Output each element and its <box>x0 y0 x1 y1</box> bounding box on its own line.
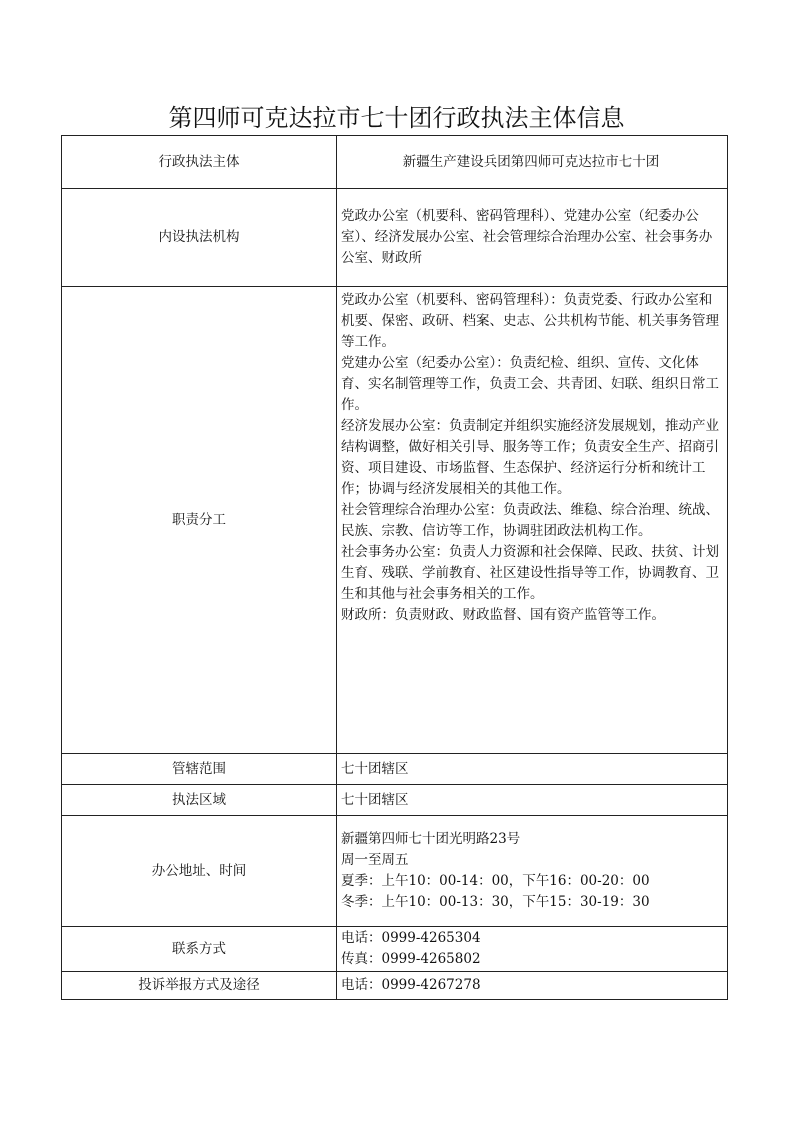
table-row <box>62 972 728 1000</box>
info-table <box>61 135 728 1000</box>
duty-paragraph: 社会事务办公室：负责人力资源和社会保障、民政、扶贫、计划生育、残联、学前教育、社区建设性指导等工作，协调教育、卫生和其他与社会事务相关的工作。 <box>341 544 719 602</box>
office-days: 周一至周五 <box>341 852 409 868</box>
row-label-duties: 职责分工 <box>62 287 337 754</box>
office-winter-hours: 冬季：上午10：00-13：30，下午15：30-19：30 <box>341 894 650 910</box>
row-value-subject: 新疆生产建设兵团第四师可克达拉市七十团 <box>337 136 728 189</box>
row-label-jurisdiction: 管辖范围 <box>62 754 337 785</box>
row-value-jurisdiction: 七十团辖区 <box>337 754 728 785</box>
page-title: 第四师可克达拉市七十团行政执法主体信息 <box>168 104 625 132</box>
row-label-enforcement-area: 执法区域 <box>62 785 337 816</box>
contact-fax: 传真：0999-4265802 <box>341 951 481 967</box>
row-value-internal-agencies: 党政办公室（机要科、密码管理科）、党建办公室（纪委办公室）、经济发展办公室、社会管理综合治理办公室、社会事务办公室、财政所 <box>337 189 728 287</box>
row-label-contact: 联系方式 <box>62 927 337 972</box>
table-row <box>62 189 728 287</box>
duty-paragraph: 党建办公室（纪委办公室）：负责纪检、组织、宣传、文化体育、实名制管理等工作，负责工会、共青团、妇联、组织日常工作。 <box>341 355 719 413</box>
table-row <box>62 287 728 754</box>
table-row <box>62 754 728 785</box>
row-value-office <box>337 816 728 927</box>
row-value-complaint: 电话：0999-4267278 <box>337 972 728 1000</box>
row-label-subject: 行政执法主体 <box>62 136 337 189</box>
table-row <box>62 816 728 927</box>
row-label-complaint: 投诉举报方式及途径 <box>62 972 337 1000</box>
table-row <box>62 927 728 972</box>
row-value-enforcement-area: 七十团辖区 <box>337 785 728 816</box>
row-value-contact <box>337 927 728 972</box>
duty-paragraph: 经济发展办公室：负责制定并组织实施经济发展规划，推动产业结构调整，做好相关引导、服务等工作；负责安全生产、招商引资、项目建设、市场监督、生态保护、经济运行分析和统计工作；协调与经济发展相关的其他工作。 <box>341 418 719 497</box>
office-summer-hours: 夏季：上午10：00-14：00，下午16：00-20：00 <box>341 873 650 889</box>
table-row <box>62 785 728 816</box>
contact-phone: 电话：0999-4265304 <box>341 930 481 946</box>
duty-paragraph: 社会管理综合治理办公室：负责政法、维稳、综合治理、统战、民族、宗教、信访等工作，协调驻团政法机构工作。 <box>341 502 719 539</box>
row-value-duties <box>337 287 728 754</box>
duty-paragraph: 财政所：负责财政、财政监督、国有资产监管等工作。 <box>341 607 665 623</box>
office-address: 新疆第四师七十团光明路23号 <box>341 831 521 847</box>
row-label-internal-agencies: 内设执法机构 <box>62 189 337 287</box>
duty-paragraph: 党政办公室（机要科、密码管理科）：负责党委、行政办公室和机要、保密、政研、档案、史志、公共机构节能、机关事务管理等工作。 <box>341 292 719 350</box>
row-label-office: 办公地址、时间 <box>62 816 337 927</box>
table-row <box>62 136 728 189</box>
